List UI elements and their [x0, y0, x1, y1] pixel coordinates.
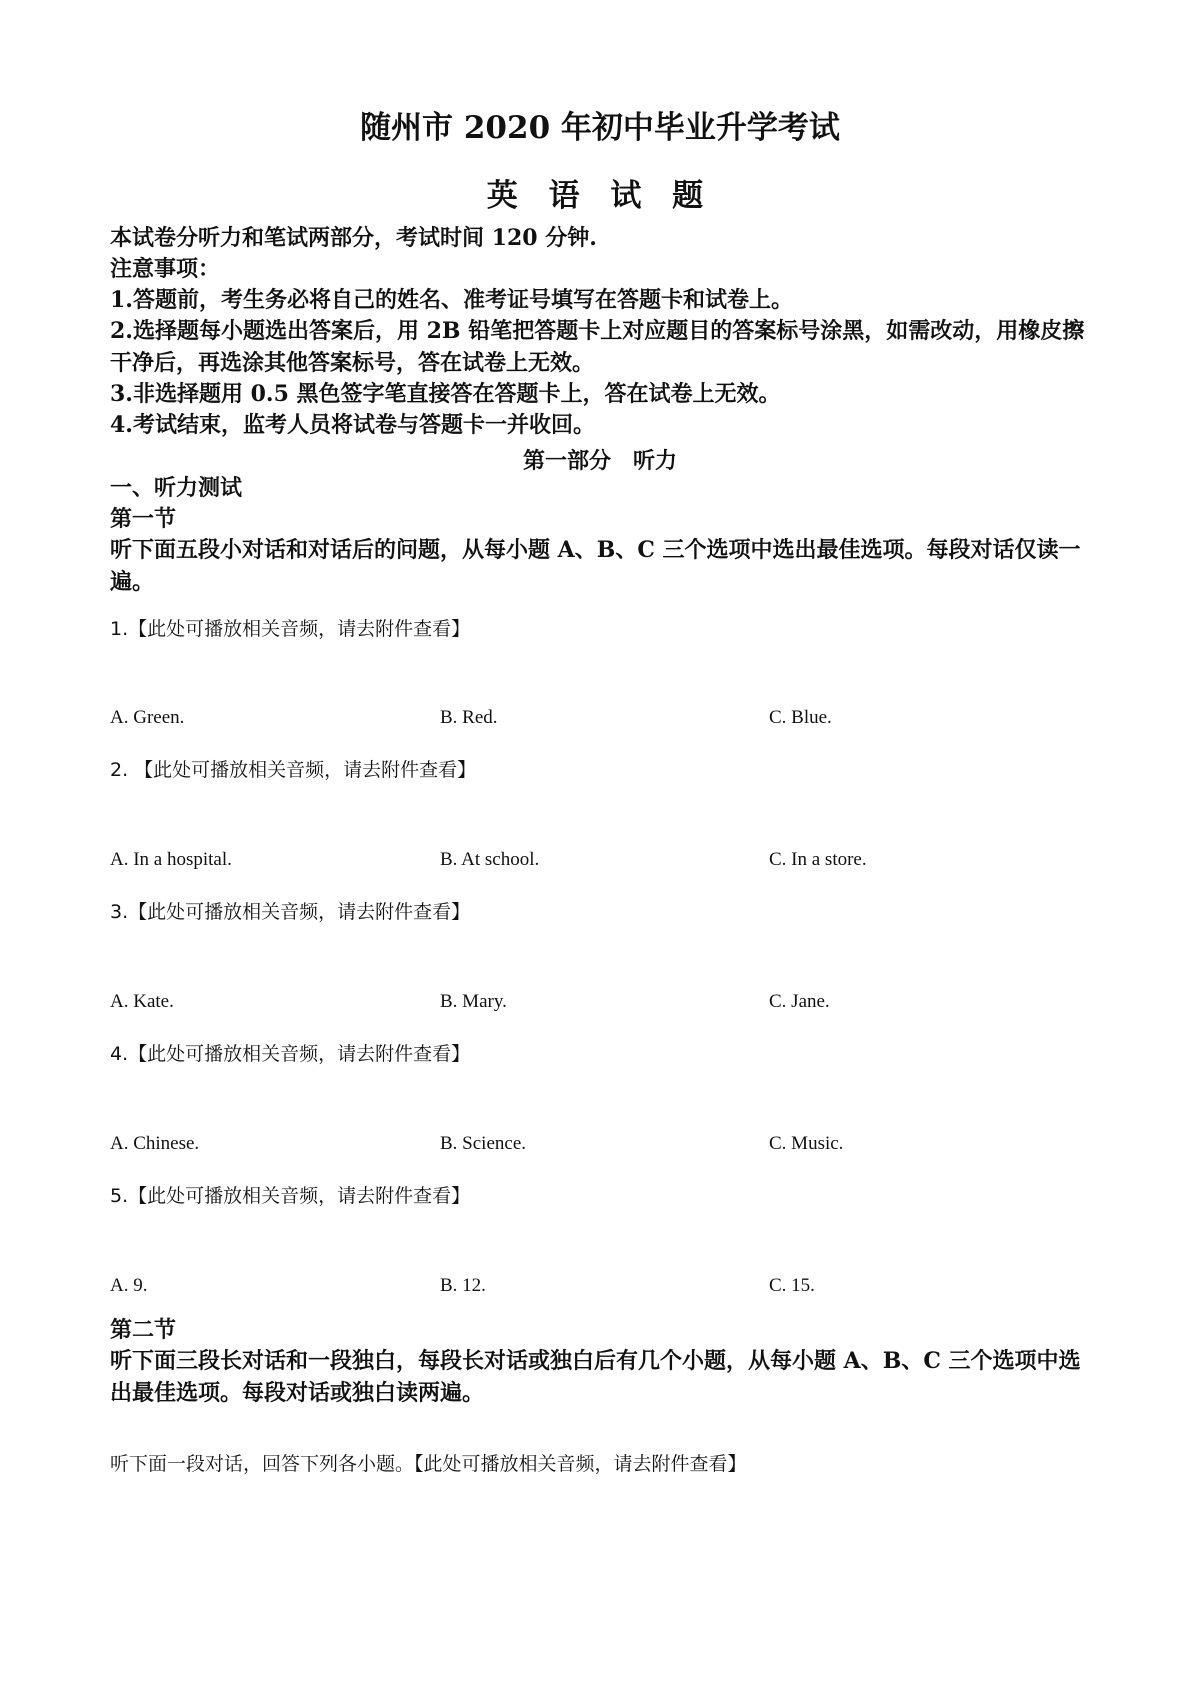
question-4-prompt[interactable]: 4.【此处可播放相关音频，请去附件查看】	[110, 1043, 471, 1065]
question-5-option-c: C. 15.	[769, 1275, 815, 1296]
question-3-option-b: B. Mary.	[440, 991, 507, 1012]
question-2-option-b: B. At school.	[440, 849, 540, 870]
section-title: 一、听力测试	[110, 475, 243, 501]
exam-subtitle: 英 语 试 题	[486, 178, 714, 214]
section1-label: 第一节	[110, 506, 177, 532]
section1-directions: 听下面五段小对话和对话后的问题，从每小题 A、B、C 三个选项中选出最佳选项。每段对话仅读一遍。	[110, 537, 1081, 595]
exam-title: 随州市 2020 年初中毕业升学考试	[360, 110, 840, 146]
question-5-option-a: A. 9.	[110, 1275, 148, 1296]
question-5-option-b: B. 12.	[440, 1275, 486, 1296]
note-item-4: 4.考试结束，监考人员将试卷与答题卡一并收回。	[110, 412, 595, 438]
question-3-prompt[interactable]: 3.【此处可播放相关音频，请去附件查看】	[110, 901, 471, 923]
question-1-option-c: C. Blue.	[769, 707, 832, 728]
question-1-prompt[interactable]: 1.【此处可播放相关音频，请去附件查看】	[110, 618, 471, 640]
question-5-prompt[interactable]: 5.【此处可播放相关音频，请去附件查看】	[110, 1185, 471, 1207]
question-1-option-a: A. Green.	[110, 707, 185, 728]
note-item-3: 3.非选择题用 0.5 黑色签字笔直接答在答题卡上，答在试卷上无效。	[110, 381, 781, 407]
question-2-prompt[interactable]: 2. 【此处可播放相关音频，请去附件查看】	[110, 759, 477, 781]
question-2-option-c: C. In a store.	[769, 849, 867, 870]
part-one-heading: 第一部分 听力	[522, 448, 677, 474]
intro-text: 本试卷分听力和笔试两部分，考试时间 120 分钟.	[110, 225, 597, 251]
section2-audio-prompt[interactable]: 听下面一段对话，回答下列各小题。【此处可播放相关音频，请去附件查看】	[110, 1453, 747, 1475]
section2-label: 第二节	[110, 1317, 177, 1343]
question-1-option-b: B. Red.	[440, 707, 498, 728]
question-4-option-c: C. Music.	[769, 1133, 844, 1154]
notes-heading: 注意事项：	[110, 256, 221, 282]
question-4-option-b: B. Science.	[440, 1133, 527, 1154]
question-2-option-a: A. In a hospital.	[110, 849, 232, 870]
question-4-option-a: A. Chinese.	[110, 1133, 200, 1154]
question-3-option-a: A. Kate.	[110, 991, 174, 1012]
section2-directions: 听下面三段长对话和一段独白，每段长对话或独白后有几个小题，从每小题 A、B、C 三个选项中选出最佳选项。每段对话或独白读两遍。	[110, 1348, 1081, 1406]
note-item-1: 1.答题前，考生务必将自己的姓名、准考证号填写在答题卡和试卷上。	[110, 287, 793, 313]
note-item-2: 2.选择题每小题选出答案后，用 2B 铅笔把答题卡上对应题目的答案标号涂黑，如需改动，用橡皮擦干净后，再选涂其他答案标号，答在试卷上无效。	[110, 318, 1085, 376]
question-3-option-c: C. Jane.	[769, 991, 830, 1012]
